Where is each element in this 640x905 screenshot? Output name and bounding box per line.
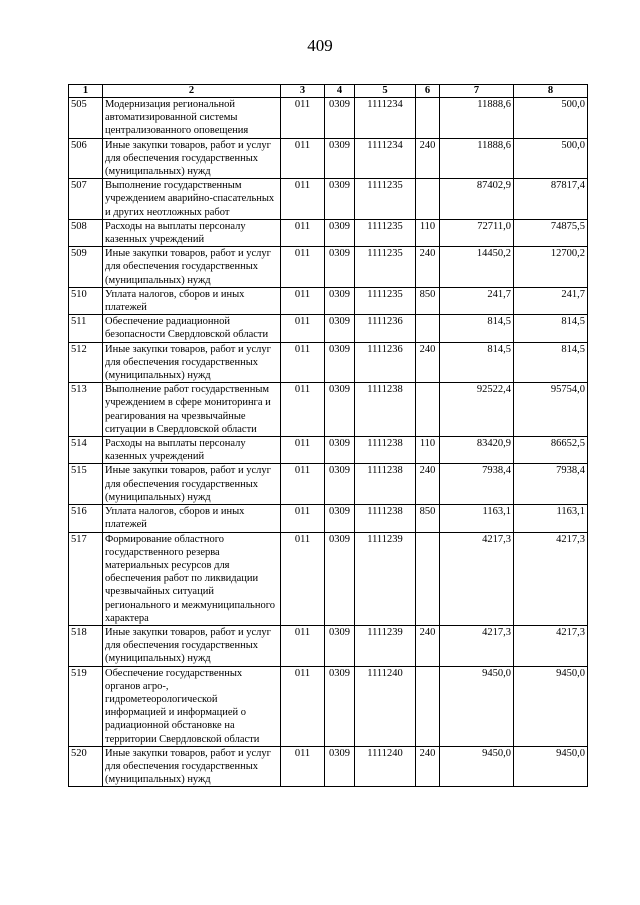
row-code-3: 011: [281, 383, 325, 437]
row-code-4: 0309: [325, 287, 355, 314]
row-description: Уплата налогов, сборов и иных платежей: [103, 287, 281, 314]
row-code-3: 011: [281, 625, 325, 666]
row-code-3: 011: [281, 219, 325, 246]
row-description: Расходы на выплаты персоналу казенных учреждений: [103, 219, 281, 246]
row-amount-7: 83420,9: [440, 437, 514, 464]
row-number: 510: [69, 287, 103, 314]
row-description: Обеспечение радиационной безопасности Свердловской области: [103, 315, 281, 342]
row-amount-7: 14450,2: [440, 247, 514, 288]
table-row: [69, 666, 588, 746]
row-code-4: 0309: [325, 219, 355, 246]
col-header-8: 8: [514, 85, 588, 98]
row-code-4: 0309: [325, 532, 355, 625]
row-amount-8: 9450,0: [514, 746, 588, 787]
row-code-3: 011: [281, 287, 325, 314]
row-number: 505: [69, 98, 103, 139]
row-number: 507: [69, 179, 103, 220]
row-description: Модернизация региональной автоматизированной системы централизованного оповещения: [103, 98, 281, 139]
row-amount-7: 87402,9: [440, 179, 514, 220]
row-amount-8: 814,5: [514, 342, 588, 383]
row-amount-7: 241,7: [440, 287, 514, 314]
row-code-5: 1111239: [355, 532, 416, 625]
row-number: 516: [69, 505, 103, 532]
row-code-3: 011: [281, 342, 325, 383]
row-description: Иные закупки товаров, работ и услуг для обеспечения государственных (муниципальных) нужд: [103, 746, 281, 787]
row-code-6: 110: [416, 437, 440, 464]
row-code-4: 0309: [325, 666, 355, 746]
row-code-3: 011: [281, 746, 325, 787]
row-amount-7: 814,5: [440, 342, 514, 383]
row-amount-8: 74875,5: [514, 219, 588, 246]
row-code-3: 011: [281, 247, 325, 288]
row-amount-8: 500,0: [514, 98, 588, 139]
row-code-6: [416, 383, 440, 437]
row-code-3: 011: [281, 315, 325, 342]
col-header-7: 7: [440, 85, 514, 98]
row-amount-8: 87817,4: [514, 179, 588, 220]
row-number: 509: [69, 247, 103, 288]
row-amount-7: 4217,3: [440, 625, 514, 666]
row-code-6: 110: [416, 219, 440, 246]
row-code-6: [416, 98, 440, 139]
row-number: 517: [69, 532, 103, 625]
row-code-3: 011: [281, 505, 325, 532]
row-code-4: 0309: [325, 98, 355, 139]
row-amount-8: 95754,0: [514, 383, 588, 437]
row-code-6: 240: [416, 138, 440, 179]
row-code-3: 011: [281, 138, 325, 179]
row-code-5: 1111235: [355, 247, 416, 288]
row-code-4: 0309: [325, 138, 355, 179]
row-description: Уплата налогов, сборов и иных платежей: [103, 505, 281, 532]
table-row: [69, 437, 588, 464]
row-number: 512: [69, 342, 103, 383]
row-code-5: 1111239: [355, 625, 416, 666]
row-code-6: [416, 532, 440, 625]
row-code-5: 1111235: [355, 179, 416, 220]
page-number: 409: [307, 36, 333, 55]
table-row: [69, 219, 588, 246]
row-number: 514: [69, 437, 103, 464]
table-row: [69, 383, 588, 437]
row-number: 506: [69, 138, 103, 179]
table-row: [69, 505, 588, 532]
table-row: [69, 138, 588, 179]
row-description: Иные закупки товаров, работ и услуг для обеспечения государственных (муниципальных) нужд: [103, 342, 281, 383]
row-amount-7: 11888,6: [440, 138, 514, 179]
row-code-3: 011: [281, 98, 325, 139]
row-code-6: 850: [416, 505, 440, 532]
row-code-5: 1111234: [355, 138, 416, 179]
row-code-6: [416, 179, 440, 220]
row-code-6: 240: [416, 342, 440, 383]
row-code-3: 011: [281, 437, 325, 464]
row-amount-7: 92522,4: [440, 383, 514, 437]
row-code-5: 1111238: [355, 464, 416, 505]
row-code-5: 1111234: [355, 98, 416, 139]
row-code-4: 0309: [325, 383, 355, 437]
row-amount-7: 814,5: [440, 315, 514, 342]
row-number: 520: [69, 746, 103, 787]
table-row: [69, 287, 588, 314]
row-number: 511: [69, 315, 103, 342]
row-amount-7: 4217,3: [440, 532, 514, 625]
row-code-4: 0309: [325, 179, 355, 220]
row-code-5: 1111238: [355, 383, 416, 437]
col-header-6: 6: [416, 85, 440, 98]
col-header-3: 3: [281, 85, 325, 98]
row-code-6: 850: [416, 287, 440, 314]
row-description: Иные закупки товаров, работ и услуг для обеспечения государственных (муниципальных) нужд: [103, 464, 281, 505]
row-amount-7: 11888,6: [440, 98, 514, 139]
row-code-6: 240: [416, 625, 440, 666]
table-row: [69, 464, 588, 505]
row-amount-8: 500,0: [514, 138, 588, 179]
row-code-4: 0309: [325, 315, 355, 342]
row-code-5: 1111238: [355, 437, 416, 464]
col-header-2: 2: [103, 85, 281, 98]
row-description: Формирование областного государственного резерва материальных ресурсов для обеспечения работ по ликвидации чрезвычайных ситуаций регионального и межмуниципального характера: [103, 532, 281, 625]
row-code-5: 1111236: [355, 342, 416, 383]
row-amount-8: 12700,2: [514, 247, 588, 288]
row-number: 513: [69, 383, 103, 437]
col-header-1: 1: [69, 85, 103, 98]
row-code-6: 240: [416, 464, 440, 505]
table-row: [69, 179, 588, 220]
row-code-4: 0309: [325, 247, 355, 288]
row-amount-8: 86652,5: [514, 437, 588, 464]
row-code-3: 011: [281, 532, 325, 625]
row-code-6: [416, 315, 440, 342]
row-code-5: 1111235: [355, 287, 416, 314]
row-code-6: [416, 666, 440, 746]
row-code-4: 0309: [325, 746, 355, 787]
row-code-4: 0309: [325, 464, 355, 505]
row-code-5: 1111240: [355, 746, 416, 787]
row-amount-8: 4217,3: [514, 625, 588, 666]
row-amount-7: 1163,1: [440, 505, 514, 532]
table-row: [69, 315, 588, 342]
row-amount-8: 7938,4: [514, 464, 588, 505]
row-amount-8: 4217,3: [514, 532, 588, 625]
row-description: Выполнение государственным учреждением аварийно-спасательных и других неотложных работ: [103, 179, 281, 220]
row-code-5: 1111235: [355, 219, 416, 246]
table-row: [69, 532, 588, 625]
col-header-5: 5: [355, 85, 416, 98]
row-description: Иные закупки товаров, работ и услуг для обеспечения государственных (муниципальных) нужд: [103, 138, 281, 179]
col-header-4: 4: [325, 85, 355, 98]
row-code-6: 240: [416, 247, 440, 288]
row-amount-7: 7938,4: [440, 464, 514, 505]
row-number: 518: [69, 625, 103, 666]
row-number: 515: [69, 464, 103, 505]
row-amount-7: 9450,0: [440, 666, 514, 746]
row-code-4: 0309: [325, 437, 355, 464]
row-number: 508: [69, 219, 103, 246]
row-code-5: 1111236: [355, 315, 416, 342]
row-code-4: 0309: [325, 505, 355, 532]
row-code-4: 0309: [325, 625, 355, 666]
row-amount-8: 9450,0: [514, 666, 588, 746]
row-number: 519: [69, 666, 103, 746]
row-description: Иные закупки товаров, работ и услуг для обеспечения государственных (муниципальных) нужд: [103, 625, 281, 666]
row-description: Расходы на выплаты персоналу казенных учреждений: [103, 437, 281, 464]
table-row: [69, 98, 588, 139]
row-amount-7: 72711,0: [440, 219, 514, 246]
table-row: [69, 342, 588, 383]
row-code-3: 011: [281, 179, 325, 220]
header-row: [69, 85, 588, 98]
row-code-5: 1111238: [355, 505, 416, 532]
row-description: Обеспечение государственных органов агро-, гидрометеорологической информацией и информацией о радиационной обстановке на территории Свердловской области: [103, 666, 281, 746]
row-code-5: 1111240: [355, 666, 416, 746]
row-code-3: 011: [281, 666, 325, 746]
row-code-4: 0309: [325, 342, 355, 383]
row-amount-7: 9450,0: [440, 746, 514, 787]
row-amount-8: 241,7: [514, 287, 588, 314]
budget-table: [68, 84, 588, 787]
table-row: [69, 746, 588, 787]
row-code-6: 240: [416, 746, 440, 787]
row-amount-8: 814,5: [514, 315, 588, 342]
row-code-3: 011: [281, 464, 325, 505]
table-row: [69, 625, 588, 666]
row-description: Выполнение работ государственным учреждением в сфере мониторинга и реагирования на чрезвычайные ситуации в Свердловской области: [103, 383, 281, 437]
table-row: [69, 247, 588, 288]
row-amount-8: 1163,1: [514, 505, 588, 532]
row-description: Иные закупки товаров, работ и услуг для обеспечения государственных (муниципальных) нужд: [103, 247, 281, 288]
